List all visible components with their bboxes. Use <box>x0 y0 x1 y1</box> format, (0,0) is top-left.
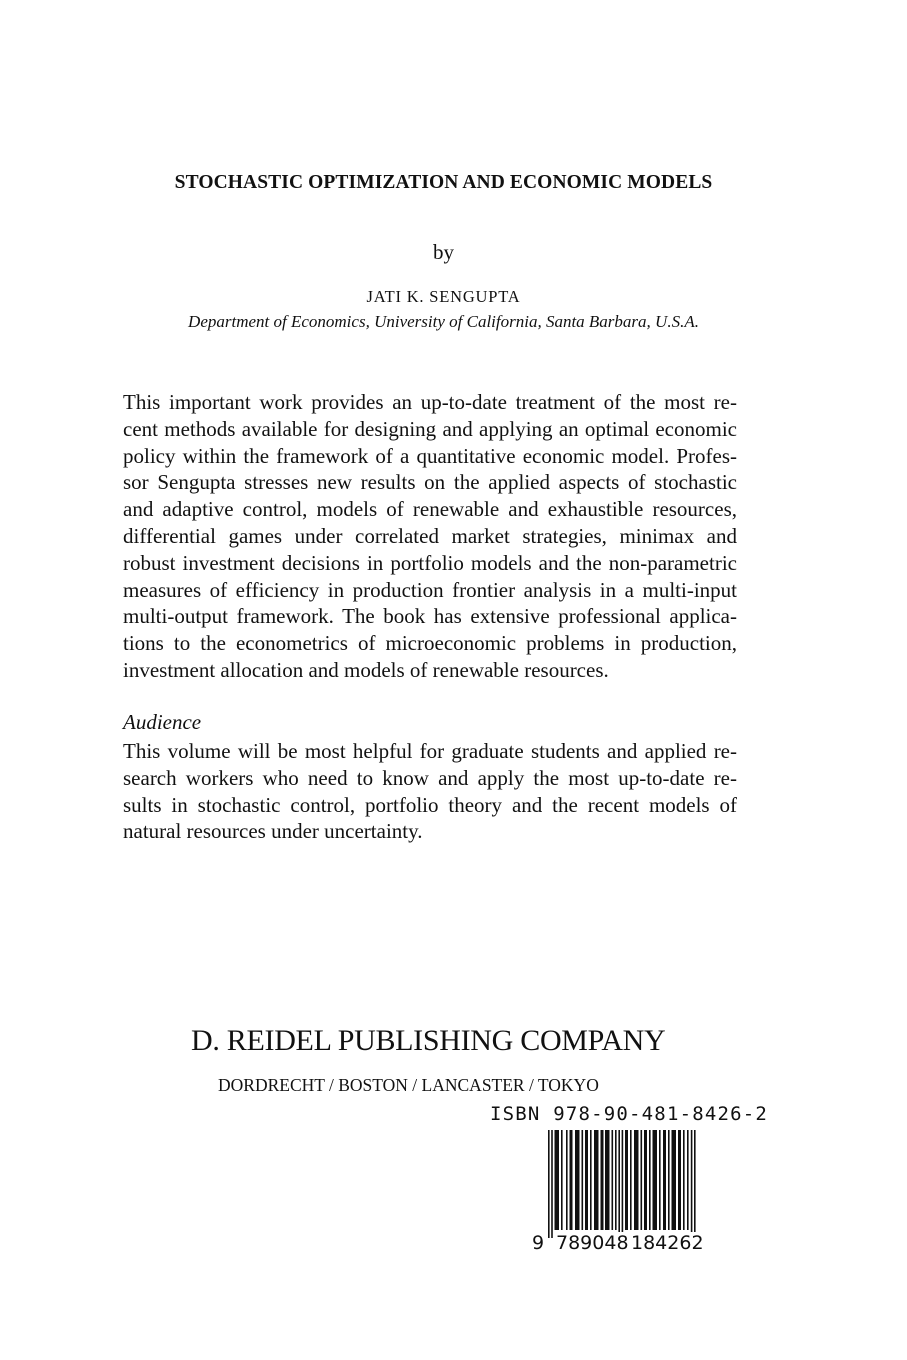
publisher-name: D. REIDEL PUBLISHING COMPANY <box>191 1024 666 1057</box>
description-line: and adaptive control, models of renewable and exhaustible resources, <box>123 497 737 522</box>
description-line: policy within the framework of a quantitative economic model. Profes- <box>123 443 737 468</box>
by-line: by <box>433 240 454 264</box>
audience-line: search workers who need to know and apply the most up-to-date re- <box>123 765 737 790</box>
audience-line: sults in stochastic control, portfolio theory and the recent models of <box>123 792 737 817</box>
author-name: JATI K. SENGUPTA <box>366 287 521 306</box>
description-line: measures of efficiency in production frontier analysis in a multi-input <box>123 577 737 602</box>
description-line: sor Sengupta stresses new results on the applied aspects of stochastic <box>123 470 737 495</box>
publisher-cities: DORDRECHT / BOSTON / LANCASTER / TOKYO <box>218 1075 599 1095</box>
audience-paragraph <box>123 738 737 845</box>
description-line: tions to the econometrics of microeconomic problems in production, <box>123 631 737 656</box>
barcode-left-digits: 789048 <box>556 1232 629 1254</box>
description-line: multi-output framework. The book has extensive professional applica- <box>123 604 737 629</box>
isbn-number: ISBN 978-90-481-8426-2 <box>490 1103 769 1125</box>
description-line: This important work provides an up-to-date treatment of the most re- <box>123 390 737 414</box>
description-line: differential games under correlated market strategies, minimax and <box>123 523 737 548</box>
description-paragraph <box>123 389 737 684</box>
audience-line: This volume will be most helpful for graduate students and applied re- <box>123 739 737 763</box>
author-affiliation: Department of Economics, University of California, Santa Barbara, U.S.A. <box>188 312 699 331</box>
book-title: STOCHASTIC OPTIMIZATION AND ECONOMIC MODELS <box>174 172 713 193</box>
audience-heading: Audience <box>123 710 202 734</box>
description-line: cent methods available for designing and applying an optimal economic <box>123 416 737 441</box>
barcode-icon <box>548 1130 696 1238</box>
barcode-right-digits: 184262 <box>631 1232 704 1254</box>
description-line: investment allocation and models of renewable resources. <box>123 657 609 682</box>
audience-line: natural resources under uncertainty. <box>123 819 423 844</box>
barcode-first-digit: 9 <box>532 1232 545 1254</box>
description-line: robust investment decisions in portfolio models and the non-parametric <box>123 550 737 575</box>
